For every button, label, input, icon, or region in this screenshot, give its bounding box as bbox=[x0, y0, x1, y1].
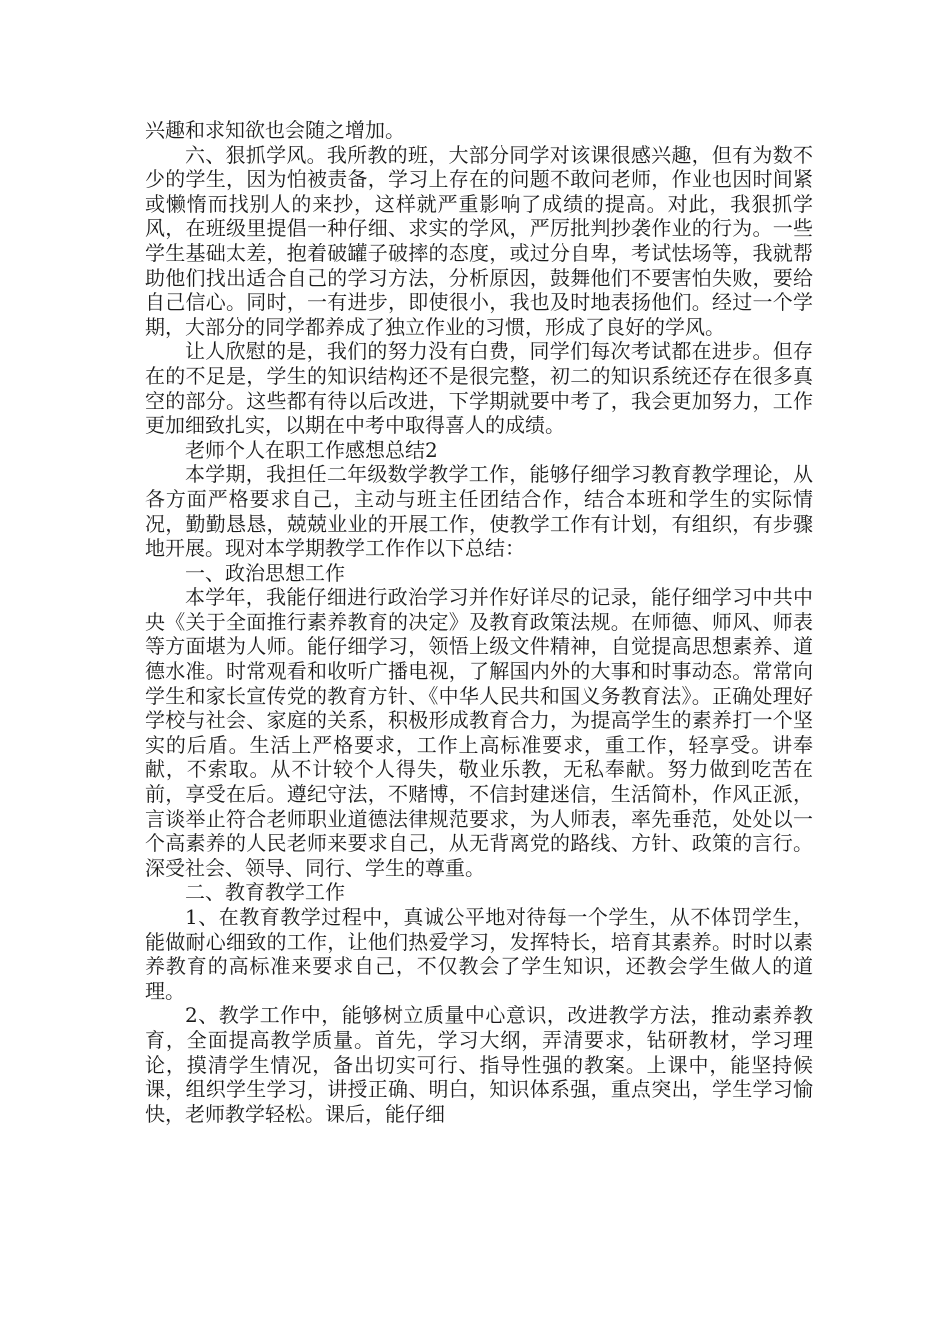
document-page bbox=[145, 118, 813, 1126]
paragraph-teaching-item-1: 1、在教育教学过程中，真诚公平地对待每一个学生，从不体罚学生，能做耐心细致的工作，让他们热爱学习，发挥特长，培育其素养。时时以素养教育的高标准来要求自己，不仅教会了学生知识，还教会学生做人的道理。 bbox=[145, 905, 813, 1003]
section-title: 老师个人在职工作感想总结2 bbox=[185, 437, 438, 462]
paragraph-results: 让人欣慰的是，我们的努力没有白费，同学们每次考试都在进步。但存在的不足是，学生的知识结构还不是很完整，初二的知识系统还存在很多真空的部分。这些都有待以后改进，下学期就要中考了，我会更加努力，工作更加细致扎实，以期在中考中取得喜人的成绩。 bbox=[145, 339, 813, 438]
paragraph-continuation: 兴趣和求知欲也会随之增加。 bbox=[145, 118, 405, 142]
heading-political-work: 一、政治思想工作 bbox=[185, 560, 345, 585]
heading-teaching-work: 二、教育教学工作 bbox=[185, 880, 345, 905]
paragraph-intro: 本学期，我担任二年级数学教学工作，能够仔细学习教育教学理论，从各方面严格要求自己，主动与班主任团结合作，结合本班和学生的实际情况，勤勤恳恳，兢兢业业的开展工作，使教学工作有计划，有组织，有步骤地开展。现对本学期教学工作作以下总结： bbox=[145, 462, 813, 561]
paragraph-teaching-item-2: 2、教学工作中，能够树立质量中心意识，改进教学方法，推动素养教育，全面提高教学质量。首先，学习大纲，弄清要求，钻研教材，学习理论，摸清学生情况，备出切实可行、指导性强的教案。上课中，能坚持候课，组织学生学习，讲授正确、明白，知识体系强，重点突出，学生学习愉快，老师教学轻松。课后，能仔细 bbox=[145, 1003, 813, 1126]
paragraph-study-style: 六、狠抓学风。我所教的班，大部分同学对该课很感兴趣，但有为数不少的学生，因为怕被责备，学习上存在的问题不敢问老师，作业也因时间紧或懒惰而找别人的来抄，这样就严重影响了成绩的提高。对此，我狠抓学风，在班级里提倡一种仔细、求实的学风，严厉批判抄袭作业的行为。一些学生基础太差，抱着破罐子破摔的态度，或过分自卑，考试怯场等，我就帮助他们找出适合自己的学习方法，分析原因，鼓舞他们不要害怕失败，要给自己信心。同时，一有进步，即使很小，我也及时地表扬他们。经过一个学期，大部分的同学都养成了独立作业的习惯，形成了良好的学风。 bbox=[145, 142, 813, 339]
paragraph-political-work: 本学年，我能仔细进行政治学习并作好详尽的记录，能仔细学习中共中央《关于全面推行素养教育的决定》及教育政策法规。在师德、师风、师表等方面堪为人师。能仔细学习，领悟上级文件精神，自觉提高思想素养、道德水准。时常观看和收听广播电视，了解国内外的大事和时事动态。常常向学生和家长宣传党的教育方针、《中华人民共和国义务教育法》。正确处理好学校与社会、家庭的关系，积极形成教育合力，为提高学生的素养打一个坚实的后盾。生活上严格要求，工作上高标准要求，重工作，轻享受。讲奉献，不索取。从不计较个人得失，敬业乐教，无私奉献。努力做到吃苦在前，享受在后。遵纪守法，不赌博，不信封建迷信，生活简朴，作风正派，言谈举止符合老师职业道德法律规范要求，为人师表，率先垂范，处处以一个高素养的人民老师来要求自己，从无背离党的路线、方针、政策的言行。深受社会、领导、同行、学生的尊重。 bbox=[145, 585, 813, 880]
